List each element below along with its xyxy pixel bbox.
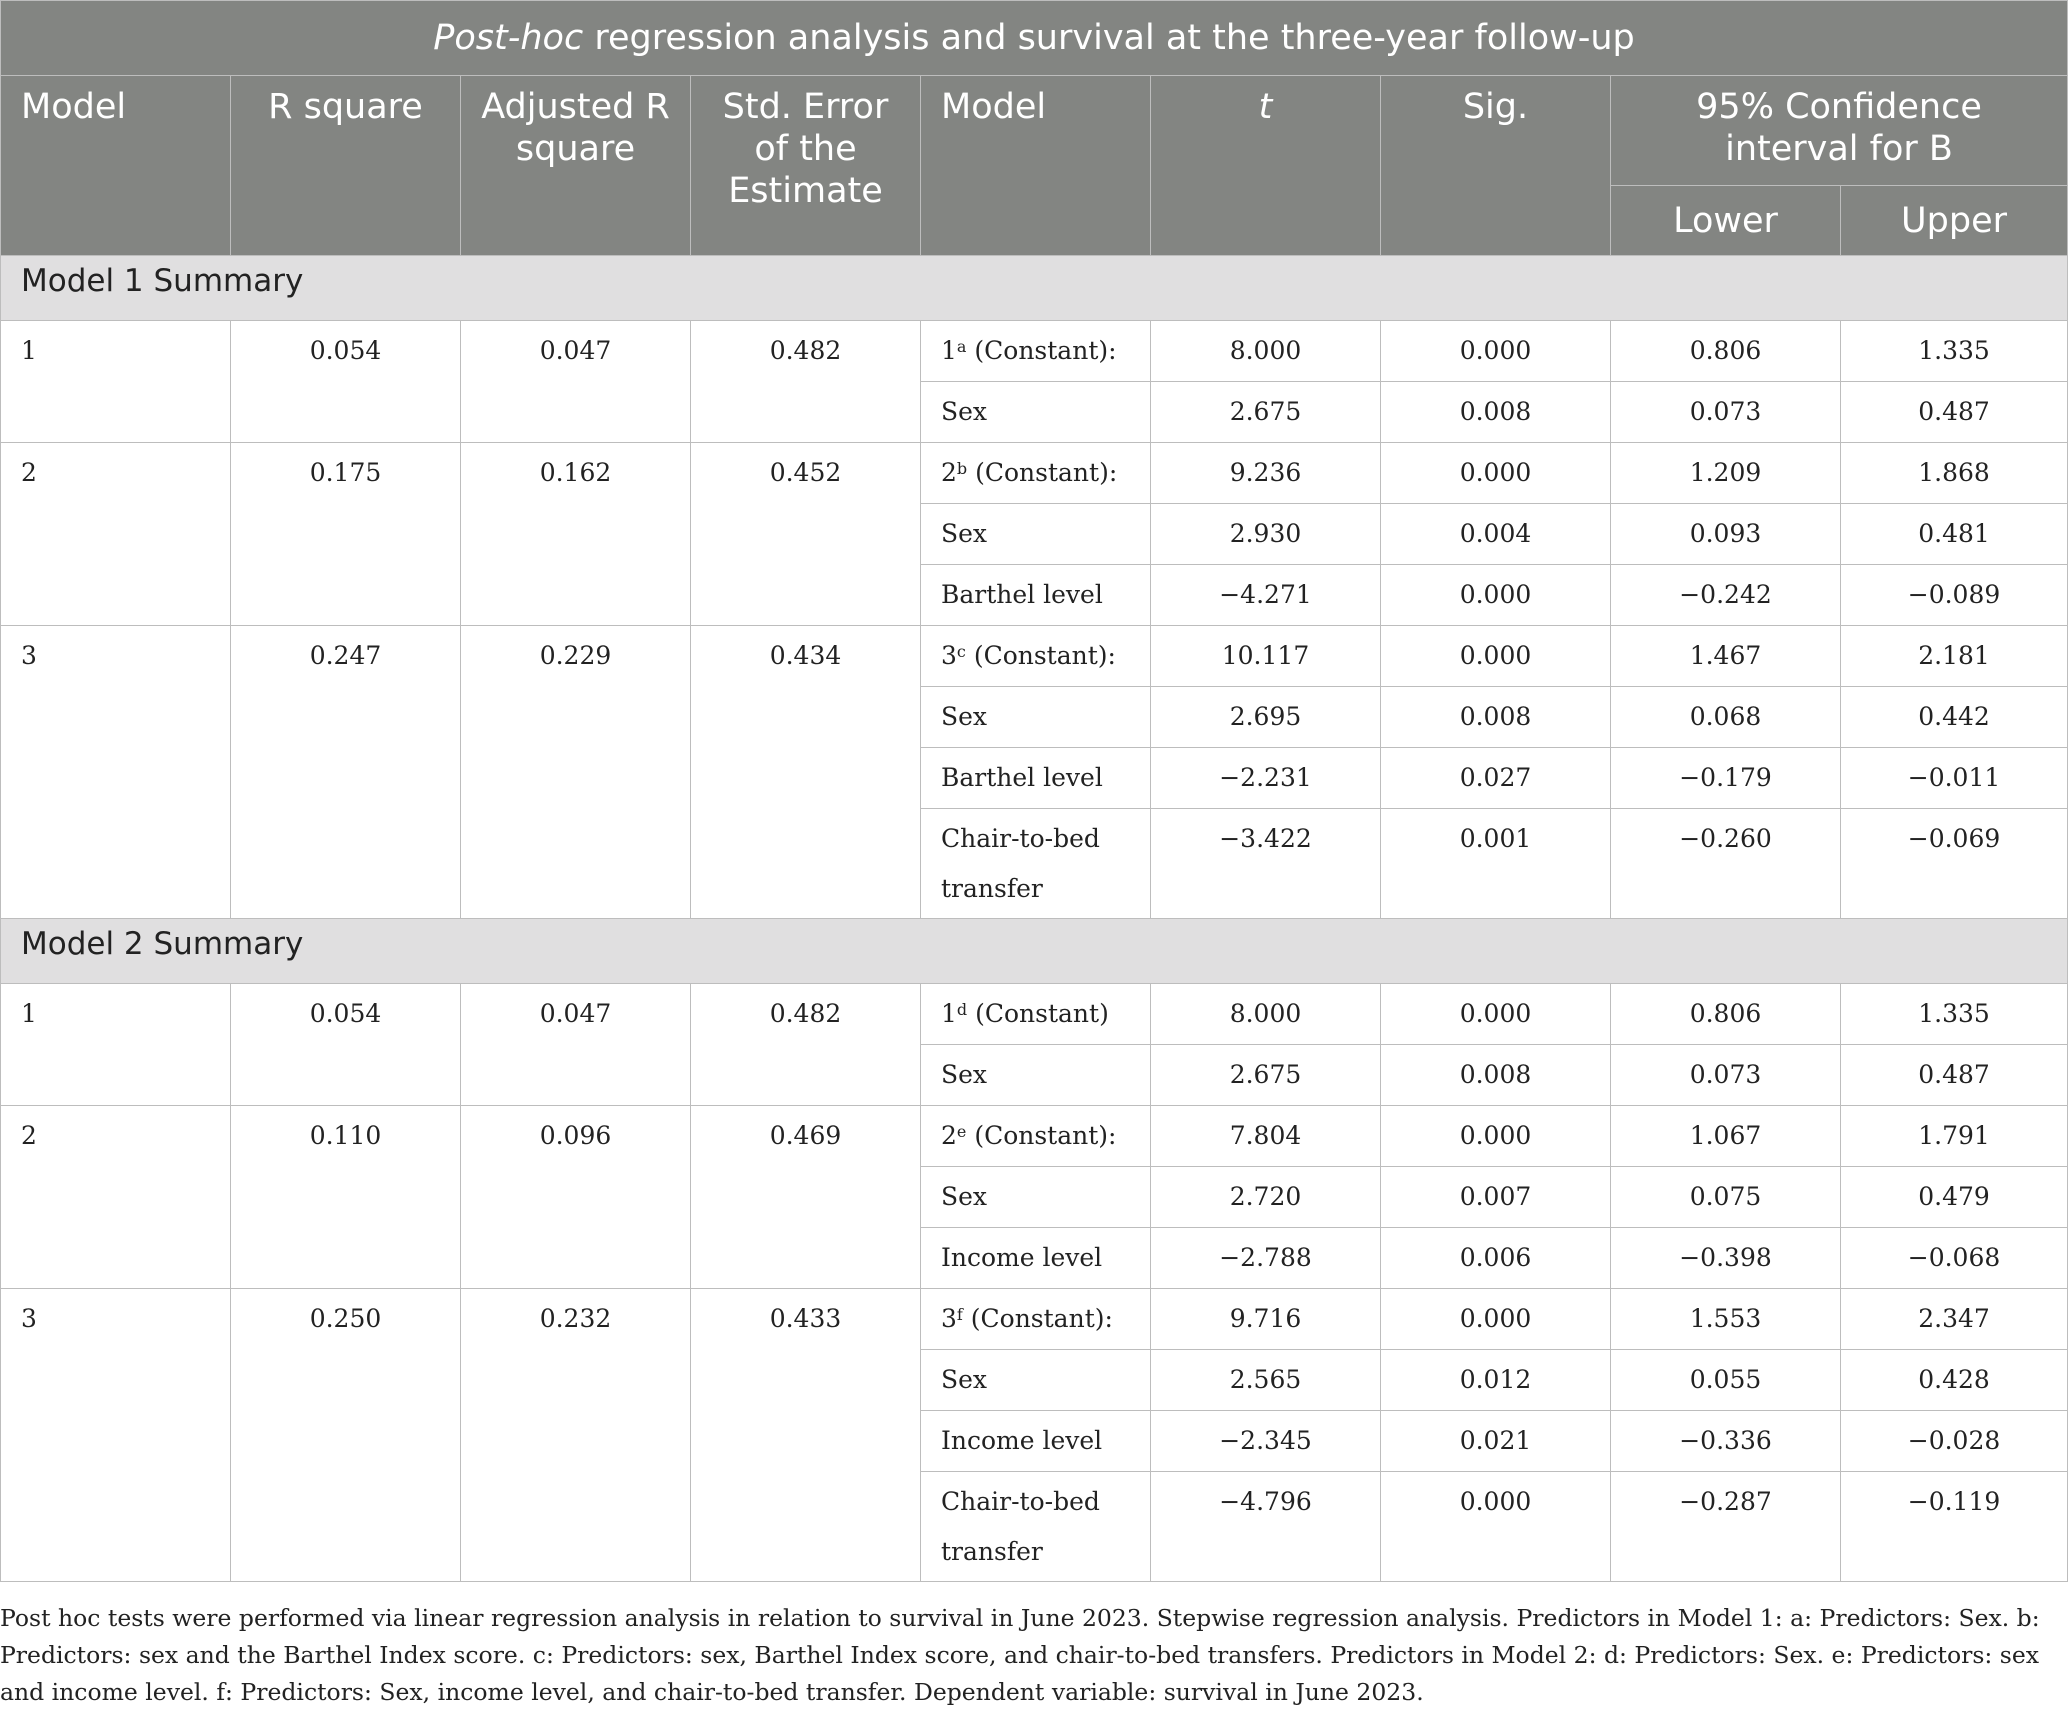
cell-ci-upper: 1.868 <box>1841 443 2068 504</box>
header-confidence-interval: 95% Confidence interval for B <box>1611 76 2068 186</box>
cell-sig: 0.008 <box>1381 382 1611 443</box>
cell-predictor: Sex <box>921 1167 1151 1228</box>
header-lower: Lower <box>1611 186 1841 256</box>
cell-predictor: Barthel level <box>921 748 1151 809</box>
cell-ci-upper: 0.487 <box>1841 1045 2068 1106</box>
predictor-constant-label: (Constant) <box>967 999 1109 1028</box>
cell-t-value: 2.675 <box>1151 1045 1381 1106</box>
cell-ci-upper: −0.028 <box>1841 1411 2068 1472</box>
cell-t-value: −2.231 <box>1151 748 1381 809</box>
cell-ci-lower: 0.068 <box>1611 687 1841 748</box>
table-title-italic: Post-hoc <box>433 18 584 58</box>
predictor-footnote-marker: f <box>956 1305 963 1324</box>
cell-ci-upper: −0.068 <box>1841 1228 2068 1289</box>
cell-ci-upper: −0.089 <box>1841 565 2068 626</box>
cell-t-value: −4.796 <box>1151 1472 1381 1582</box>
predictor-model-number: 2 <box>941 1121 957 1150</box>
cell-t-value: 9.716 <box>1151 1289 1381 1350</box>
cell-r-square: 0.110 <box>231 1106 461 1289</box>
cell-adjusted-r-square: 0.229 <box>461 626 691 919</box>
cell-ci-lower: 1.209 <box>1611 443 1841 504</box>
cell-std-error: 0.452 <box>691 443 921 626</box>
cell-ci-lower: −0.287 <box>1611 1472 1841 1582</box>
cell-ci-lower: 0.806 <box>1611 984 1841 1045</box>
cell-ci-lower: 0.055 <box>1611 1350 1841 1411</box>
cell-ci-upper: 0.428 <box>1841 1350 2068 1411</box>
cell-ci-upper: 0.479 <box>1841 1167 2068 1228</box>
cell-model-number: 2 <box>1 1106 231 1289</box>
cell-ci-lower: 0.075 <box>1611 1167 1841 1228</box>
cell-predictor: Sex <box>921 687 1151 748</box>
cell-sig: 0.004 <box>1381 504 1611 565</box>
cell-ci-upper: 0.481 <box>1841 504 2068 565</box>
cell-ci-upper: 1.335 <box>1841 321 2068 382</box>
predictor-footnote-marker: b <box>956 459 968 478</box>
cell-r-square: 0.054 <box>231 321 461 443</box>
cell-ci-lower: −0.336 <box>1611 1411 1841 1472</box>
section-header-row <box>1 256 2068 321</box>
cell-ci-upper: 2.181 <box>1841 626 2068 687</box>
table-title-rest: regression analysis and survival at the three-year follow-up <box>583 18 1635 58</box>
cell-adjusted-r-square: 0.232 <box>461 1289 691 1582</box>
cell-sig: 0.000 <box>1381 1106 1611 1167</box>
cell-ci-upper: 2.347 <box>1841 1289 2068 1350</box>
cell-sig: 0.000 <box>1381 1289 1611 1350</box>
cell-t-value: 2.720 <box>1151 1167 1381 1228</box>
cell-sig: 0.008 <box>1381 1045 1611 1106</box>
predictor-model-number: 3 <box>941 1304 957 1333</box>
cell-adjusted-r-square: 0.047 <box>461 321 691 443</box>
cell-t-value: 9.236 <box>1151 443 1381 504</box>
cell-t-value: 2.675 <box>1151 382 1381 443</box>
cell-ci-upper: −0.119 <box>1841 1472 2068 1582</box>
cell-ci-lower: 0.073 <box>1611 382 1841 443</box>
cell-ci-lower: 0.093 <box>1611 504 1841 565</box>
cell-t-value: −3.422 <box>1151 809 1381 919</box>
cell-predictor <box>921 443 1151 504</box>
cell-sig: 0.000 <box>1381 321 1611 382</box>
predictor-footnote-marker: a <box>956 337 967 356</box>
cell-model-number: 3 <box>1 1289 231 1582</box>
header-r-square: R square <box>231 76 461 256</box>
cell-sig: 0.000 <box>1381 565 1611 626</box>
cell-std-error: 0.482 <box>691 321 921 443</box>
table-body <box>1 256 2068 1582</box>
header-std-error: Std. Error of the Estimate <box>691 76 921 256</box>
header-adjusted-r-square: Adjusted R square <box>461 76 691 256</box>
section-label: Model 1 Summary <box>1 256 2068 321</box>
cell-ci-lower: −0.260 <box>1611 809 1841 919</box>
cell-std-error: 0.433 <box>691 1289 921 1582</box>
predictor-model-number: 1 <box>941 999 957 1028</box>
cell-sig: 0.027 <box>1381 748 1611 809</box>
cell-t-value: −2.788 <box>1151 1228 1381 1289</box>
cell-sig: 0.000 <box>1381 1472 1611 1582</box>
cell-t-value: 10.117 <box>1151 626 1381 687</box>
table-row <box>1 321 2068 382</box>
cell-predictor <box>921 321 1151 382</box>
predictor-model-number: 1 <box>941 336 957 365</box>
table-row <box>1 443 2068 504</box>
cell-sig: 0.007 <box>1381 1167 1611 1228</box>
header-model: Model <box>1 76 231 256</box>
cell-sig: 0.000 <box>1381 626 1611 687</box>
cell-ci-lower: −0.179 <box>1611 748 1841 809</box>
table-header <box>1 1 2068 256</box>
header-t: t <box>1151 76 1381 256</box>
predictor-constant-label: (Constant): <box>967 458 1118 487</box>
cell-ci-lower: 1.467 <box>1611 626 1841 687</box>
cell-predictor: Income level <box>921 1411 1151 1472</box>
cell-predictor <box>921 1106 1151 1167</box>
predictor-footnote-marker: d <box>956 1000 968 1019</box>
predictor-model-number: 3 <box>941 641 957 670</box>
cell-adjusted-r-square: 0.096 <box>461 1106 691 1289</box>
cell-r-square: 0.175 <box>231 443 461 626</box>
cell-r-square: 0.247 <box>231 626 461 919</box>
cell-adjusted-r-square: 0.162 <box>461 443 691 626</box>
cell-t-value: 7.804 <box>1151 1106 1381 1167</box>
table-row <box>1 1106 2068 1167</box>
table-footnote: Post hoc tests were performed via linear regression analysis in relation to survival in June 2023. Stepwise regression analysis. Predictors in Model 1: a: Predictors: Sex. b: Predictors: sex and the Barthel Index score. c: Predictors: sex, Barthel Index score, and chair-to-bed transfers. Predictors in Model 2: d: Predictors: Sex. e: Predictors: sex and income level. f: Predictors: Sex, income level, and chair-to-bed transfer. Dependent variable: survival in June 2023. <box>0 1604 2040 1706</box>
cell-adjusted-r-square: 0.047 <box>461 984 691 1106</box>
cell-t-value: −4.271 <box>1151 565 1381 626</box>
cell-model-number: 1 <box>1 984 231 1106</box>
predictor-constant-label: (Constant): <box>966 1121 1117 1150</box>
section-header-row <box>1 919 2068 984</box>
cell-ci-upper: −0.069 <box>1841 809 2068 919</box>
cell-predictor: Sex <box>921 1045 1151 1106</box>
cell-predictor: Chair-to-bed transfer <box>921 809 1151 919</box>
cell-std-error: 0.469 <box>691 1106 921 1289</box>
cell-t-value: −2.345 <box>1151 1411 1381 1472</box>
cell-std-error: 0.482 <box>691 984 921 1106</box>
table-title <box>1 1 2068 76</box>
cell-ci-lower: 1.553 <box>1611 1289 1841 1350</box>
table-row <box>1 1289 2068 1350</box>
cell-sig: 0.000 <box>1381 443 1611 504</box>
cell-ci-lower: 1.067 <box>1611 1106 1841 1167</box>
cell-sig: 0.021 <box>1381 1411 1611 1472</box>
cell-t-value: 2.695 <box>1151 687 1381 748</box>
cell-predictor: Income level <box>921 1228 1151 1289</box>
cell-predictor <box>921 626 1151 687</box>
cell-ci-lower: 0.806 <box>1611 321 1841 382</box>
cell-model-number: 1 <box>1 321 231 443</box>
cell-sig: 0.012 <box>1381 1350 1611 1411</box>
predictor-constant-label: (Constant): <box>962 1304 1113 1333</box>
cell-sig: 0.001 <box>1381 809 1611 919</box>
cell-ci-upper: −0.011 <box>1841 748 2068 809</box>
cell-std-error: 0.434 <box>691 626 921 919</box>
cell-ci-upper: 0.487 <box>1841 382 2068 443</box>
cell-predictor: Sex <box>921 1350 1151 1411</box>
cell-r-square: 0.054 <box>231 984 461 1106</box>
cell-sig: 0.006 <box>1381 1228 1611 1289</box>
table-row <box>1 984 2068 1045</box>
section-label: Model 2 Summary <box>1 919 2068 984</box>
cell-ci-lower: −0.242 <box>1611 565 1841 626</box>
predictor-constant-label: (Constant): <box>966 336 1117 365</box>
cell-predictor: Barthel level <box>921 565 1151 626</box>
cell-sig: 0.000 <box>1381 984 1611 1045</box>
cell-predictor: Sex <box>921 504 1151 565</box>
predictor-footnote-marker: e <box>956 1122 967 1141</box>
table-row <box>1 626 2068 687</box>
cell-predictor <box>921 984 1151 1045</box>
predictor-constant-label: (Constant): <box>965 641 1116 670</box>
header-model-predictor: Model <box>921 76 1151 256</box>
cell-predictor <box>921 1289 1151 1350</box>
cell-model-number: 3 <box>1 626 231 919</box>
cell-t-value: 2.565 <box>1151 1350 1381 1411</box>
cell-ci-upper: 0.442 <box>1841 687 2068 748</box>
cell-ci-upper: 1.335 <box>1841 984 2068 1045</box>
header-upper: Upper <box>1841 186 2068 256</box>
cell-sig: 0.008 <box>1381 687 1611 748</box>
cell-t-value: 8.000 <box>1151 321 1381 382</box>
cell-r-square: 0.250 <box>231 1289 461 1582</box>
cell-ci-lower: −0.398 <box>1611 1228 1841 1289</box>
cell-t-value: 8.000 <box>1151 984 1381 1045</box>
predictor-footnote-marker: c <box>956 642 966 661</box>
header-sig: Sig. <box>1381 76 1611 256</box>
cell-ci-lower: 0.073 <box>1611 1045 1841 1106</box>
predictor-model-number: 2 <box>941 458 957 487</box>
cell-predictor: Sex <box>921 382 1151 443</box>
cell-t-value: 2.930 <box>1151 504 1381 565</box>
cell-model-number: 2 <box>1 443 231 626</box>
cell-predictor: Chair-to-bed transfer <box>921 1472 1151 1582</box>
cell-ci-upper: 1.791 <box>1841 1106 2068 1167</box>
